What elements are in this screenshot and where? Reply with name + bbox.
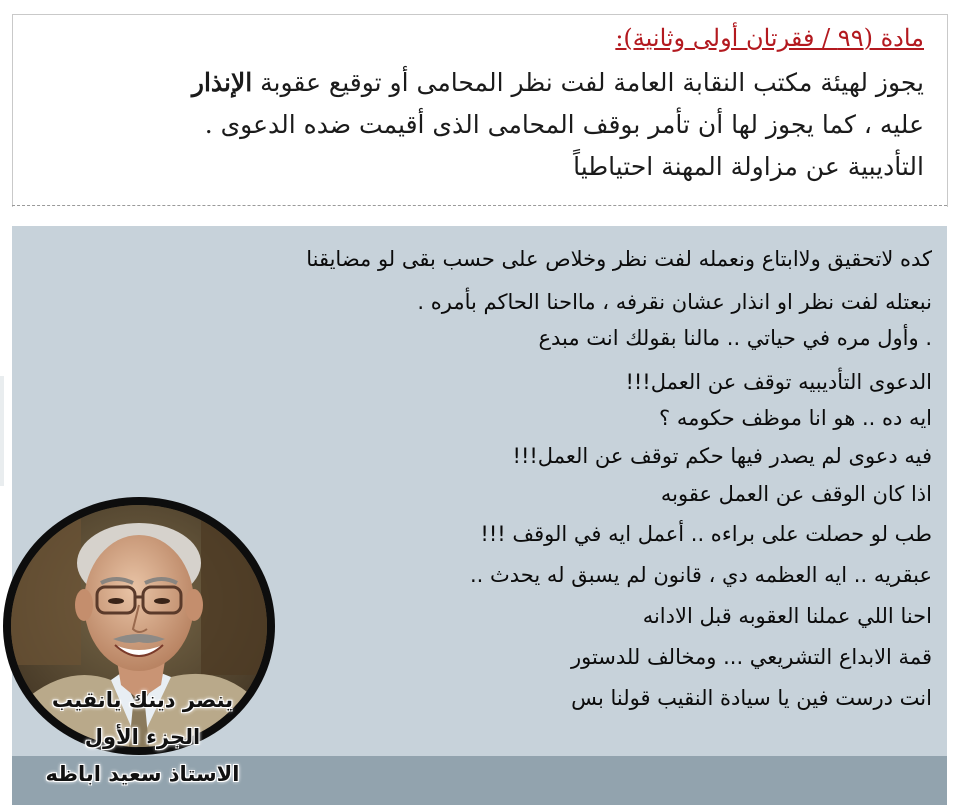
article-line-3: التأديبية عن مزاولة المهنة احتياطياً <box>573 152 924 181</box>
comment-line: الدعوى التأديبيه توقف عن العمل!!! <box>625 370 932 394</box>
comment-line: طب لو حصلت على براءه .. أعمل ايه في الوقف !!! <box>480 522 932 546</box>
article-body <box>44 62 924 188</box>
comment-line: ايه ده .. هو انا موظف حكومه ؟ <box>659 406 932 430</box>
section-divider <box>12 205 947 206</box>
comment-text <box>292 236 932 716</box>
article-title: مادة (٩٩ / فقرتان أولى وثانية): <box>615 24 924 52</box>
edge-mark <box>0 376 4 486</box>
article-line-2: عليه ، كما يجوز لها أن تأمر بوقف المحامى الذى أقيمت ضده الدعوى . <box>204 110 924 139</box>
caption-line-3: الاستاذ سعيد اباظه <box>45 762 240 786</box>
article-line-1-bold: الإنذار <box>191 68 253 97</box>
article-line-1 <box>44 62 924 104</box>
caption-line-1: ينصر دينك يانقيب <box>51 688 234 712</box>
comment-line: احنا اللي عملنا العقوبه قبل الادانه <box>642 604 932 628</box>
comment-line: كده لاتحقيق ولاابتاع ونعمله لفت نظر وخلاص على حسب بقى لو مضايقنا <box>306 247 932 271</box>
comment-line: . وأول مره في حياتي .. مالنا بقولك انت مبدع <box>538 326 932 350</box>
comment-line: نبعتله لفت نظر او انذار عشان نقرفه ، مااحنا الحاكم بأمره . <box>417 290 932 314</box>
portrait-photo <box>3 497 275 755</box>
caption-line-2: الجزء الأول <box>84 725 201 749</box>
comment-line: قمة الابداع التشريعي ... ومخالف للدستور <box>570 645 932 669</box>
comment-line: اذا كان الوقف عن العمل عقوبه <box>660 482 932 506</box>
comment-line: عبقريه .. ايه العظمه دي ، قانون لم يسبق له يحدث .. <box>469 563 932 587</box>
article-line-1-text: يجوز لهيئة مكتب النقابة العامة لفت نظر المحامى أو توقيع عقوبة <box>252 68 924 97</box>
comment-line: انت درست فين يا سيادة النقيب قولنا بس <box>571 686 932 710</box>
comment-line: فيه دعوى لم يصدر فيها حكم توقف عن العمل!!! <box>512 444 932 468</box>
